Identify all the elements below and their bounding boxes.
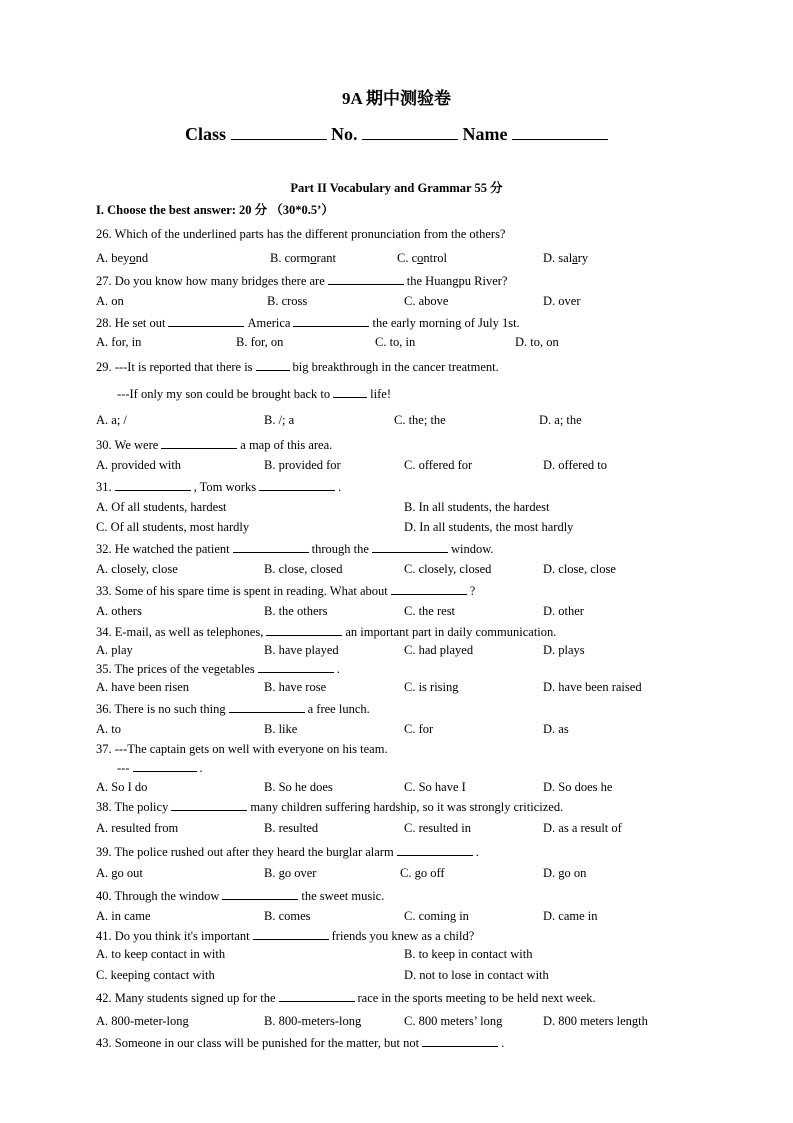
- exam-title: 9A 期中测验卷: [341, 89, 452, 108]
- q35-p2: .: [336, 662, 340, 676]
- q28-option-d[interactable]: D. to, on: [515, 335, 559, 349]
- q42-p2: race in the sports meeting to be held next week.: [357, 991, 596, 1005]
- q29-l2b: life!: [370, 387, 391, 401]
- q43-blank[interactable]: [422, 1034, 498, 1047]
- q34-option-a[interactable]: A. play: [96, 643, 133, 657]
- q28-option-c[interactable]: C. to, in: [375, 335, 416, 349]
- q28-option-a[interactable]: A. for, in: [96, 335, 142, 349]
- q32-option-a[interactable]: A. closely, close: [96, 562, 178, 576]
- q41-blank[interactable]: [253, 927, 329, 940]
- q36-option-b[interactable]: B. like: [264, 722, 298, 736]
- q42-blank[interactable]: [279, 989, 355, 1002]
- q29-option-b[interactable]: B. /; a: [264, 413, 295, 427]
- q31-p1: 31.: [96, 480, 112, 494]
- q34-blank[interactable]: [266, 623, 342, 636]
- q27-option-b[interactable]: B. cross: [267, 294, 308, 308]
- q37-option-b[interactable]: B. So he does: [264, 780, 333, 794]
- q35-option-c[interactable]: C. is rising: [404, 680, 459, 694]
- section-heading: I. Choose the best answer: 20 分 （30*0.5’）: [96, 203, 334, 217]
- q33-p2: ?: [469, 584, 476, 598]
- question-38-stem: [96, 798, 563, 815]
- q34-option-c[interactable]: C. had played: [404, 643, 474, 657]
- question-30-stem: [96, 436, 332, 453]
- q39-p2: .: [475, 845, 479, 859]
- student-info-line: [0, 124, 793, 145]
- q26-c-post: ntrol: [423, 251, 447, 265]
- q34-option-d[interactable]: D. plays: [543, 643, 585, 657]
- q33-p1: 33. Some of his spare time is spent in reading. What about: [96, 584, 388, 598]
- q27-stem-post: the Huangpu River?: [406, 274, 508, 288]
- q27-blank[interactable]: [328, 272, 404, 285]
- q35-option-b[interactable]: B. have rose: [264, 680, 327, 694]
- q36-option-c[interactable]: C. for: [404, 722, 434, 736]
- q41-option-b[interactable]: B. to keep in contact with: [404, 947, 533, 961]
- q42-option-c[interactable]: C. 800 meters’ long: [404, 1014, 503, 1028]
- q27-option-d[interactable]: D. over: [543, 294, 581, 308]
- no-label: No.: [331, 124, 358, 144]
- q41-option-c[interactable]: C. keeping contact with: [96, 968, 215, 982]
- class-field[interactable]: [231, 125, 327, 140]
- q29-blank-1[interactable]: [256, 358, 290, 371]
- q42-p1: 42. Many students signed up for the: [96, 991, 276, 1005]
- q29-blank-2[interactable]: [333, 385, 367, 398]
- question-33-stem: [96, 582, 475, 599]
- q41-option-a[interactable]: A. to keep contact in with: [96, 947, 226, 961]
- q42-option-b[interactable]: B. 800-meters-long: [264, 1014, 362, 1028]
- q28-p2: America: [247, 316, 291, 330]
- q36-p2: a free lunch.: [307, 702, 370, 716]
- q26-option-d[interactable]: [543, 250, 588, 266]
- q31-blank-1[interactable]: [115, 478, 191, 491]
- q28-p3: the early morning of July 1st.: [372, 316, 520, 330]
- q26-c-underlined: o: [417, 251, 424, 265]
- q39-p1: 39. The police rushed out after they heard the burglar alarm: [96, 845, 394, 859]
- q32-p1: 32. He watched the patient: [96, 542, 230, 556]
- q30-p2: a map of this area.: [240, 438, 333, 452]
- q26-d-underlined: a: [572, 251, 578, 265]
- question-36-stem: [96, 700, 370, 717]
- q33-option-a[interactable]: A. others: [96, 604, 142, 618]
- question-29-line-2: [117, 385, 391, 402]
- question-31-stem: [96, 478, 341, 495]
- question-32-stem: [96, 540, 494, 557]
- q35-blank[interactable]: [258, 660, 334, 673]
- q32-p3: window.: [450, 542, 494, 556]
- q26-a-post: nd: [135, 251, 149, 265]
- q26-a-underlined: o: [129, 251, 136, 265]
- q33-option-b[interactable]: B. the others: [264, 604, 328, 618]
- q43-p1: 43. Someone in our class will be punished for the matter, but not: [96, 1036, 420, 1050]
- q31-p3: .: [338, 480, 342, 494]
- q41-p1: 41. Do you think it's important: [96, 929, 250, 943]
- q28-blank-1[interactable]: [168, 314, 244, 327]
- q29-p1: 29. ---It is reported that there is: [96, 360, 253, 374]
- q26-b-underlined: o: [310, 251, 317, 265]
- q39-option-c[interactable]: C. go off: [400, 866, 445, 880]
- q40-option-c[interactable]: C. coming in: [404, 909, 469, 923]
- q31-p2: , Tom works: [193, 480, 257, 494]
- q36-p1: 36. There is no such thing: [96, 702, 226, 716]
- q27-option-c[interactable]: C. above: [404, 294, 449, 308]
- q41-p2: friends you knew as a child?: [331, 929, 475, 943]
- question-42-stem: [96, 989, 596, 1006]
- q36-option-a[interactable]: A. to: [96, 722, 121, 736]
- q40-option-d[interactable]: D. came in: [543, 909, 598, 923]
- q37-option-c[interactable]: C. So have I: [404, 780, 466, 794]
- question-37-line-2: [117, 759, 203, 776]
- q37-l2b: .: [199, 761, 203, 775]
- q30-p1: 30. We were: [96, 438, 159, 452]
- q31-option-c[interactable]: C. Of all students, most hardly: [96, 520, 250, 534]
- q32-blank-2[interactable]: [372, 540, 448, 553]
- question-39-stem: [96, 843, 479, 860]
- q33-blank[interactable]: [391, 582, 467, 595]
- question-43-stem: [96, 1034, 504, 1051]
- class-label: Class: [185, 124, 227, 144]
- q31-option-d[interactable]: D. In all students, the most hardly: [404, 520, 574, 534]
- q29-l2a: ---If only my son could be brought back to: [117, 387, 331, 401]
- q40-p2: the sweet music.: [301, 889, 385, 903]
- q28-p1: 28. He set out: [96, 316, 166, 330]
- q39-option-a[interactable]: A. go out: [96, 866, 143, 880]
- q37-option-d[interactable]: D. So does he: [543, 780, 613, 794]
- question-29-stem: [96, 358, 499, 375]
- question-41-stem: [96, 927, 474, 944]
- question-26-stem: 26. Which of the underlined parts has the different pronunciation from the others?: [96, 227, 506, 241]
- q35-option-a[interactable]: A. have been risen: [96, 680, 190, 694]
- q32-option-c[interactable]: C. closely, closed: [404, 562, 492, 576]
- q41-option-d[interactable]: D. not to lose in contact with: [404, 968, 549, 982]
- q33-option-c[interactable]: C. the rest: [404, 604, 456, 618]
- q27-stem-pre: 27. Do you know how many bridges there are: [96, 274, 325, 288]
- question-37-stem: 37. ---The captain gets on well with everyone on his team.: [96, 742, 388, 756]
- q35-p1: 35. The prices of the vegetables: [96, 662, 255, 676]
- q30-option-c[interactable]: C. offered for: [404, 458, 473, 472]
- q42-option-a[interactable]: A. 800-meter-long: [96, 1014, 189, 1028]
- q34-p2: an important part in daily communication.: [345, 625, 557, 639]
- q34-p1: 34. E-mail, as well as telephones,: [96, 625, 264, 639]
- q30-option-d[interactable]: D. offered to: [543, 458, 607, 472]
- q38-option-d[interactable]: D. as a result of: [543, 821, 622, 835]
- q40-blank[interactable]: [222, 887, 298, 900]
- q38-option-c[interactable]: C. resulted in: [404, 821, 472, 835]
- q32-blank-1[interactable]: [233, 540, 309, 553]
- q26-option-a[interactable]: [96, 250, 148, 266]
- q37-l2a: ---: [117, 761, 130, 775]
- q39-blank[interactable]: [397, 843, 473, 856]
- question-40-stem: [96, 887, 384, 904]
- question-34-stem: [96, 623, 556, 640]
- part-heading: Part II Vocabulary and Grammar 55 分: [290, 181, 503, 195]
- q29-option-c[interactable]: C. the; the: [394, 413, 446, 427]
- q40-p1: 40. Through the window: [96, 889, 220, 903]
- name-label: Name: [462, 124, 508, 144]
- q31-blank-2[interactable]: [259, 478, 335, 491]
- q39-option-b[interactable]: B. go over: [264, 866, 317, 880]
- q30-option-a[interactable]: A. provided with: [96, 458, 182, 472]
- q29-option-a[interactable]: A. a; /: [96, 413, 127, 427]
- q37-option-a[interactable]: A. So I do: [96, 780, 148, 794]
- q26-b-pre: B. corm: [270, 251, 311, 265]
- q37-blank[interactable]: [133, 759, 197, 772]
- q32-option-d[interactable]: D. close, close: [543, 562, 616, 576]
- q26-d-pre: D. sal: [543, 251, 573, 265]
- q32-option-b[interactable]: B. close, closed: [264, 562, 343, 576]
- q26-d-post: ry: [577, 251, 589, 265]
- q26-option-c[interactable]: [397, 250, 447, 266]
- q31-option-a[interactable]: A. Of all students, hardest: [96, 500, 227, 514]
- q26-c-pre: C. c: [397, 251, 418, 265]
- q38-p2: many children suffering hardship, so it was strongly criticized.: [250, 800, 564, 814]
- q39-option-d[interactable]: D. go on: [543, 866, 587, 880]
- q26-b-post: rant: [316, 251, 336, 265]
- question-35-stem: [96, 660, 340, 677]
- q42-option-d[interactable]: D. 800 meters length: [543, 1014, 648, 1028]
- question-27-stem: [96, 272, 507, 289]
- q28-option-b[interactable]: B. for, on: [236, 335, 284, 349]
- q30-blank[interactable]: [161, 436, 237, 449]
- q29-p2: big breakthrough in the cancer treatment.: [292, 360, 499, 374]
- q35-option-d[interactable]: D. have been raised: [543, 680, 642, 694]
- q32-p2: through the: [311, 542, 369, 556]
- q31-option-b[interactable]: B. In all students, the hardest: [404, 500, 550, 514]
- q36-option-d[interactable]: D. as: [543, 722, 569, 736]
- q30-option-b[interactable]: B. provided for: [264, 458, 341, 472]
- q43-p2: .: [501, 1036, 505, 1050]
- q38-option-a[interactable]: A. resulted from: [96, 821, 179, 835]
- q38-p1: 38. The policy: [96, 800, 169, 814]
- no-field[interactable]: [362, 125, 458, 140]
- q27-option-a[interactable]: A. on: [96, 294, 124, 308]
- name-field[interactable]: [512, 125, 608, 140]
- q34-option-b[interactable]: B. have played: [264, 643, 339, 657]
- question-28-stem: [96, 314, 520, 331]
- q29-option-d[interactable]: D. a; the: [539, 413, 582, 427]
- q36-blank[interactable]: [229, 700, 305, 713]
- q26-option-b[interactable]: [270, 250, 336, 266]
- q40-option-b[interactable]: B. comes: [264, 909, 311, 923]
- q33-option-d[interactable]: D. other: [543, 604, 584, 618]
- q28-blank-2[interactable]: [293, 314, 369, 327]
- q38-option-b[interactable]: B. resulted: [264, 821, 319, 835]
- q40-option-a[interactable]: A. in came: [96, 909, 151, 923]
- q26-a-pre: A. bey: [96, 251, 130, 265]
- q38-blank[interactable]: [171, 798, 247, 811]
